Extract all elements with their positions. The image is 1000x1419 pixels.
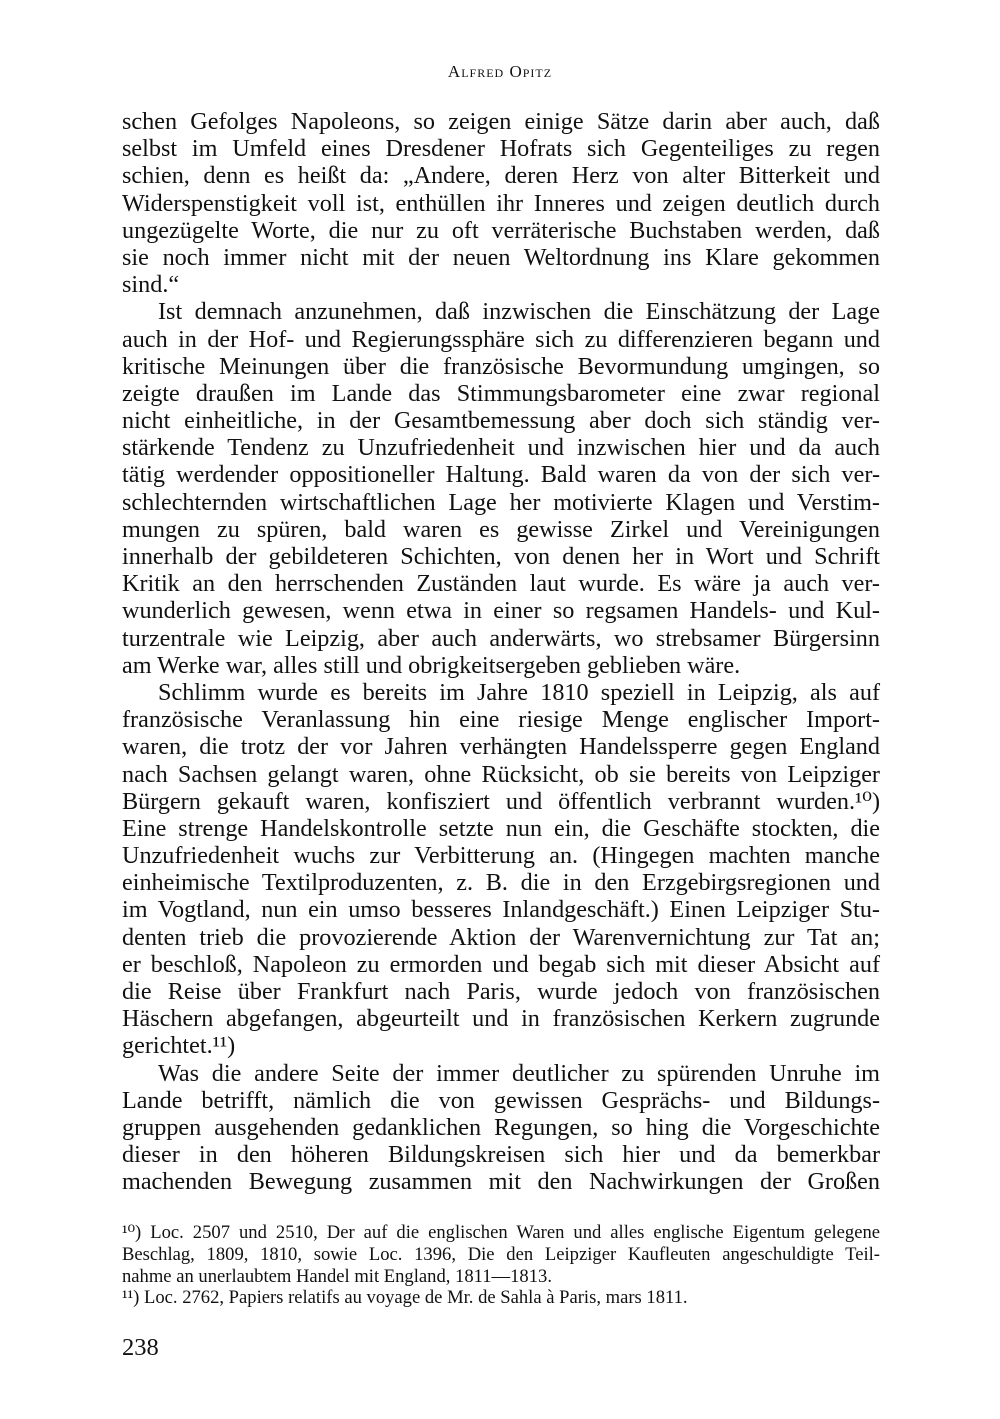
- text-line: er beschloß, Napoleon zu ermorden und begab sich mit dieser Absicht auf: [122, 950, 880, 978]
- text-line: nach Sachsen gelangt waren, ohne Rücksicht, ob sie bereits von Leipziger: [122, 760, 880, 788]
- text-line: auch in der Hof- und Regierungssphäre sich zu differenzieren begann und: [122, 325, 880, 353]
- footnote-line: Beschlag, 1809, 1810, sowie Loc. 1396, Die den Leipziger Kaufleuten angeschuldigte Teil-: [122, 1243, 880, 1265]
- footnote-line: nahme an unerlaubtem Handel mit England, 1811—1813.: [122, 1265, 552, 1287]
- text-line: Schlimm wurde es bereits im Jahre 1810 speziell in Leipzig, als auf: [158, 678, 880, 706]
- text-line: Lande betrifft, nämlich die von gewissen Gesprächs- und Bildungs-: [122, 1086, 880, 1114]
- body-text: [122, 108, 880, 1196]
- text-line: Häschern abgefangen, abgeurteilt und in französischen Kerkern zugrunde: [122, 1005, 880, 1033]
- text-line: die Reise über Frankfurt nach Paris, wurde jedoch von französischen: [122, 978, 880, 1005]
- text-line: Kritik an den herrschenden Zuständen laut wurde. Es wäre ja auch ver-: [122, 570, 880, 598]
- text-line: einheimische Textilproduzenten, z. B. die in den Erzgebirgsregionen und: [122, 869, 880, 897]
- text-line: zeigte draußen im Lande das Stimmungsbarometer eine zwar regional: [122, 379, 880, 407]
- text-line: französische Veranlassung hin eine riesige Menge englischer Import-: [122, 706, 880, 734]
- text-line: wunderlich gewesen, wenn etwa in einer so regsamen Handels- und Kul-: [122, 597, 880, 625]
- text-line: am Werke war, alles still und obrigkeitsergeben geblieben wäre.: [122, 651, 741, 679]
- text-line: gruppen ausgehenden gedanklichen Regungen, so hing die Vorgeschichte: [122, 1113, 880, 1141]
- text-line: denten trieb die provozierende Aktion der Warenvernichtung zur Tat an;: [122, 923, 880, 951]
- text-line: waren, die trotz der vor Jahren verhängten Handelssperre gegen England: [122, 733, 880, 761]
- running-head: Alfred Opitz: [447, 62, 553, 81]
- text-line: im Vogtland, nun ein umso besseres Inlandgeschäft.) Einen Leipziger Stu-: [122, 896, 880, 924]
- text-line: Widerspenstigkeit voll ist, enthüllen ihr Inneres und zeigen deutlich durch: [122, 189, 880, 217]
- footnotes: [122, 1222, 880, 1309]
- footnote-line: ¹¹) Loc. 2762, Papiers relatifs au voyage de Mr. de Sahla à Paris, mars 1811.: [122, 1287, 688, 1309]
- footnote-line: ¹⁰) Loc. 2507 und 2510, Der auf die englischen Waren und alles englische Eigentum gelegene: [122, 1222, 880, 1243]
- text-line: tätig werdender oppositioneller Haltung. Bald waren da von der sich ver-: [122, 461, 880, 489]
- text-line: mungen zu spüren, bald waren es gewisse Zirkel und Vereinigungen: [122, 515, 880, 543]
- text-line: machenden Bewegung zusammen mit den Nachwirkungen der Großen: [122, 1168, 880, 1196]
- text-line: sie noch immer nicht mit der neuen Weltordnung ins Klare gekommen: [122, 243, 880, 271]
- text-line: kritische Meinungen über die französische Bevormundung umgingen, so: [122, 352, 880, 380]
- text-line: selbst im Umfeld eines Dresdener Hofrats sich Gegenteiliges zu regen: [122, 135, 880, 163]
- page-number: 238: [122, 1334, 159, 1361]
- text-line: turzentrale wie Leipzig, aber auch anderwärts, wo strebsamer Bürgersinn: [122, 624, 880, 652]
- text-line: Eine strenge Handelskontrolle setzte nun ein, die Geschäfte stockten, die: [122, 814, 880, 842]
- text-line: dieser in den höheren Bildungskreisen sich hier und da bemerkbar: [122, 1141, 880, 1169]
- text-line: schlechternden wirtschaftlichen Lage her motivierte Klagen und Verstim-: [122, 488, 880, 516]
- text-line: schien, denn es heißt da: „Andere, deren Herz von alter Bitterkeit und: [122, 162, 880, 190]
- text-line: stärkende Tendenz zu Unzufriedenheit und inzwischen hier und da auch: [122, 434, 880, 462]
- text-line: Was die andere Seite der immer deutlicher zu spürenden Unruhe im: [158, 1059, 880, 1087]
- text-line: gerichtet.¹¹): [122, 1032, 236, 1060]
- text-line: sind.“: [122, 271, 180, 299]
- text-line: ungezügelte Worte, die nur zu oft verräterische Buchstaben werden, daß: [122, 216, 880, 244]
- text-line: Ist demnach anzunehmen, daß inzwischen die Einschätzung der Lage: [158, 298, 880, 326]
- text-line: nicht einheitliche, in der Gesamtbemessung aber doch sich ständig ver-: [122, 407, 880, 435]
- text-line: Unzufriedenheit wuchs zur Verbitterung an. (Hingegen machten manche: [122, 842, 880, 870]
- text-line: schen Gefolges Napoleons, so zeigen einige Sätze darin aber auch, daß: [122, 108, 880, 135]
- text-line: Bürgern gekauft waren, konfisziert und öffentlich verbrannt wurden.¹⁰): [122, 787, 880, 815]
- text-line: innerhalb der gebildeteren Schichten, von denen her in Wort und Schrift: [122, 543, 880, 570]
